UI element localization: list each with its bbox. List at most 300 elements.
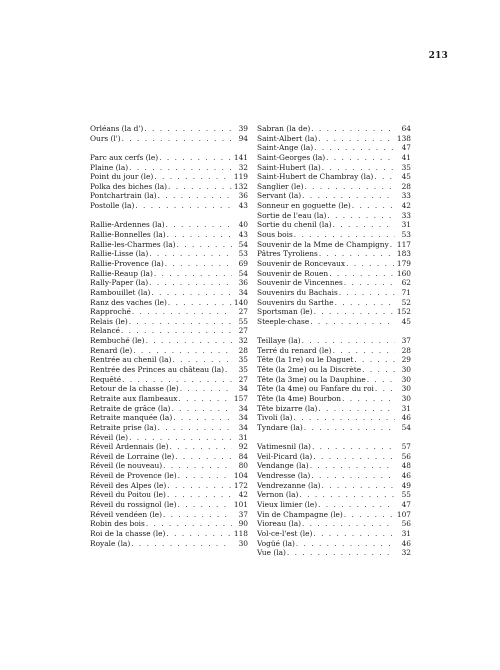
index-entry (90, 433, 248, 443)
dot-leader (129, 163, 232, 173)
dot-leader (129, 433, 232, 443)
index-entry (90, 124, 248, 134)
entry-page-number: 53 (238, 249, 248, 259)
index-entry (257, 461, 411, 471)
index-entry (257, 172, 411, 182)
dot-leader (177, 240, 232, 250)
index-entry (257, 163, 411, 173)
entry-page-number: 29 (401, 355, 411, 365)
entry-page-number: 31 (238, 432, 248, 442)
entry-title: Parc aux cerfs (le) (90, 152, 159, 162)
entry-page-number: 46 (401, 538, 411, 548)
dot-leader (149, 249, 232, 259)
entry-title: Retraite manquée (la) (90, 413, 173, 423)
entry-page-number: 41 (401, 152, 411, 162)
index-entry (90, 336, 248, 346)
dot-leader (342, 394, 395, 404)
index-entry (257, 124, 411, 134)
index-entry (257, 375, 411, 385)
dot-leader (287, 548, 395, 558)
entry-page-number: 55 (401, 490, 411, 500)
entry-page-number: 132 (233, 181, 248, 191)
entry-title: Rapproché (90, 307, 131, 317)
entry-title: Vendrezanne (la) (257, 480, 321, 490)
index-entry (257, 211, 411, 221)
dot-leader (135, 201, 232, 211)
entry-page-number: 71 (401, 287, 411, 297)
entry-page-number: 30 (401, 365, 411, 375)
entry-title: Renard (le) (90, 345, 133, 355)
entry-page-number: 34 (238, 287, 248, 297)
entry-title: Rallie-Ardennes (la) (90, 220, 165, 230)
dot-leader (333, 346, 395, 356)
dot-leader (167, 490, 232, 500)
dot-leader (149, 278, 232, 288)
index-entry (257, 134, 411, 144)
entry-page-number: 27 (238, 307, 248, 317)
entry-page-number: 57 (401, 442, 411, 452)
dot-leader (171, 404, 232, 414)
entry-title: Requêté (90, 374, 122, 384)
index-entry (257, 220, 411, 230)
index-entry (90, 355, 248, 365)
index-entry (90, 153, 248, 163)
dot-leader (151, 288, 232, 298)
dot-leader (166, 220, 232, 230)
dot-leader (167, 230, 232, 240)
entry-page-number: 80 (238, 461, 248, 471)
entry-title: Réveil (le nouveau) (90, 461, 163, 471)
dot-leader (313, 529, 395, 539)
entry-title: Retour de la chasse (le) (90, 384, 179, 394)
entry-title: Pâtres Tyroliens (257, 249, 318, 259)
index-entry (257, 529, 411, 539)
entry-title: Tête (la 4me) Bourbon (257, 393, 342, 403)
entry-page-number: 30 (401, 393, 411, 403)
index-entry (90, 346, 248, 356)
index-entry (90, 452, 248, 462)
index-entry (90, 365, 248, 375)
dot-leader (159, 153, 232, 163)
dot-leader (146, 336, 232, 346)
index-entry (257, 423, 411, 433)
page-number: 213 (428, 51, 448, 61)
entry-title: Souvenir de la Mme de Champigny (257, 239, 389, 249)
dot-leader (344, 510, 395, 520)
entry-title: Rallie-Reaup (la) (90, 268, 153, 278)
entry-page-number: 140 (233, 297, 248, 307)
index-entry (90, 519, 248, 529)
index-entry (90, 442, 248, 452)
dot-leader (122, 375, 232, 385)
entry-title: Sonneur en goguette (le) (257, 201, 351, 211)
index-entry (257, 548, 411, 558)
index-entry (90, 461, 248, 471)
dot-leader (165, 259, 232, 269)
entry-page-number: 157 (233, 393, 248, 403)
index-entry (90, 278, 248, 288)
dot-leader (158, 423, 232, 433)
entry-title: Saint-Hubert de Chambray (la) (257, 172, 374, 182)
dot-leader (339, 288, 395, 298)
index-entry (257, 539, 411, 549)
dot-leader (302, 336, 395, 346)
entry-title: Polka des biches (la) (90, 181, 168, 191)
entry-page-number: 30 (401, 384, 411, 394)
entry-page-number: 101 (233, 499, 248, 509)
index-entry (90, 201, 248, 211)
entry-title: Vol-ce-l'est (le) (257, 528, 313, 538)
entry-page-number: 43 (238, 201, 248, 211)
entry-title: Rentrée des Princes au château (la) (90, 365, 225, 375)
entry-title: Souvenirs du Sarthe (257, 297, 334, 307)
entry-title: Réveil (le) (90, 432, 129, 442)
entry-title: Tête (la 1re) ou le Daguet (257, 355, 354, 365)
entry-title: Vernon (la) (257, 490, 299, 500)
dot-leader (169, 442, 232, 452)
index-entry (257, 278, 411, 288)
entry-title: Rallie-les-Charmes (la) (90, 239, 176, 249)
entry-title: Souvenir de Roncevaux (257, 258, 346, 268)
index-entry (257, 336, 411, 346)
entry-page-number: 47 (401, 143, 411, 153)
entry-title: Sous bois (257, 230, 293, 240)
dot-leader (326, 153, 395, 163)
index-entry (257, 240, 411, 250)
entry-title: Tête bizarre (la) (257, 403, 318, 413)
entry-title: Saint-Hubert (la) (257, 162, 321, 172)
index-entry (90, 134, 248, 144)
entry-page-number: 45 (401, 172, 411, 182)
entry-title: Réveil de Provence (le) (90, 471, 177, 481)
entry-title: Vin de Champagne (le) (257, 509, 343, 519)
index-entry (90, 490, 248, 500)
dot-leader (318, 134, 395, 144)
entry-page-number: 183 (396, 249, 411, 259)
entry-page-number: 172 (233, 480, 248, 490)
entry-title: Ranz des vaches (le) (90, 297, 167, 307)
index-entry (90, 191, 248, 201)
dot-leader (314, 143, 395, 153)
entry-title: Roi de la chasse (le) (90, 528, 166, 538)
entry-title: Saint-Georges (la) (257, 152, 326, 162)
entry-title: Orléans (la d') (90, 124, 144, 133)
entry-page-number: 43 (238, 230, 248, 240)
entry-title: Sanglier (le) (257, 181, 304, 191)
dot-leader (374, 172, 395, 182)
entry-page-number: 32 (238, 162, 248, 172)
entry-title: Veil-Picard (la) (257, 451, 313, 461)
index-entry (90, 298, 248, 308)
index-entry (90, 182, 248, 192)
index-entry (257, 249, 411, 259)
index-entry (257, 384, 411, 394)
dot-leader (154, 269, 232, 279)
dot-leader (312, 442, 395, 452)
dot-leader (344, 278, 395, 288)
index-entry (90, 288, 248, 298)
section-gap (257, 326, 411, 336)
entry-page-number: 33 (401, 191, 411, 201)
index-entry (257, 510, 411, 520)
entry-page-number: 34 (238, 422, 248, 432)
dot-leader (329, 269, 395, 279)
entry-page-number: 141 (233, 152, 248, 162)
entry-title: Réveil de Lorraine (le) (90, 451, 175, 461)
index-entry (90, 394, 248, 404)
entry-page-number: 45 (401, 316, 411, 326)
dot-leader (158, 191, 232, 201)
index-entry (257, 191, 411, 201)
entry-page-number: 84 (238, 451, 248, 461)
entry-page-number: 64 (401, 124, 411, 133)
entry-title: Souvenirs du Bachais (257, 287, 338, 297)
index-entry (257, 259, 411, 269)
entry-page-number: 56 (401, 451, 411, 461)
dot-leader (304, 423, 395, 433)
dot-leader (144, 124, 232, 134)
entry-title: Robin des bois (90, 519, 145, 529)
index-entry (257, 365, 411, 375)
dot-leader (172, 355, 232, 365)
entry-title: Réveil du Poitou (le) (90, 490, 166, 500)
index-entry (257, 298, 411, 308)
index-entry (257, 471, 411, 481)
entry-title: Rentrée au chenil (la) (90, 355, 172, 365)
dot-leader (313, 452, 395, 462)
dot-leader (314, 307, 395, 317)
dot-leader (132, 307, 232, 317)
index-entry (257, 143, 411, 153)
dot-leader (318, 500, 395, 510)
entry-title: Servant (la) (257, 191, 302, 201)
dot-leader (299, 490, 395, 500)
entry-page-number: 34 (238, 413, 248, 423)
entry-page-number: 94 (238, 133, 248, 143)
index-entry (257, 307, 411, 317)
entry-title: Postolle (la) (90, 201, 135, 211)
entry-page-number: 31 (401, 403, 411, 413)
index-entry (257, 394, 411, 404)
dot-leader (122, 134, 232, 144)
entry-page-number: 54 (401, 422, 411, 432)
entry-page-number: 160 (396, 268, 411, 278)
entry-title: Vatimesnil (la) (257, 442, 311, 452)
entry-title: Vue (la) (257, 548, 286, 558)
dot-leader (322, 163, 395, 173)
entry-title: Vendange (la) (257, 461, 309, 471)
index-entry (90, 539, 248, 549)
index-entry (90, 510, 248, 520)
entry-page-number: 31 (401, 528, 411, 538)
entry-page-number: 69 (238, 258, 248, 268)
dot-leader (163, 510, 232, 520)
index-entry (257, 317, 411, 327)
index-entry (90, 269, 248, 279)
dot-leader (390, 240, 395, 250)
entry-page-number: 48 (401, 461, 411, 471)
entry-page-number: 54 (238, 239, 248, 249)
dot-leader (163, 461, 232, 471)
index-entry (90, 384, 248, 394)
entry-title: Relais (le) (90, 316, 128, 326)
entry-page-number: 104 (233, 471, 248, 481)
entry-title: Tête (la 2me) ou la Discrète (257, 365, 362, 375)
dot-leader (311, 124, 395, 134)
index-entry (90, 172, 248, 182)
dot-leader (319, 249, 395, 259)
entry-title: Tyndare (la) (257, 422, 303, 432)
entry-page-number: 46 (401, 413, 411, 423)
index-entry (257, 404, 411, 414)
dot-leader (131, 539, 232, 549)
index-entry (90, 481, 248, 491)
entry-page-number: 30 (401, 374, 411, 384)
entry-title: Vogüé (la) (257, 538, 295, 548)
dot-leader (304, 182, 395, 192)
dot-leader (346, 259, 395, 269)
entry-page-number: 32 (401, 548, 411, 558)
entry-page-number: 36 (238, 191, 248, 201)
entry-page-number: 62 (401, 278, 411, 288)
entry-title: Réveil Ardennais (le) (90, 442, 169, 452)
entry-page-number: 27 (238, 374, 248, 384)
dot-leader (302, 519, 395, 529)
entry-page-number: 40 (238, 220, 248, 230)
index-entry (90, 413, 248, 423)
entry-page-number: 27 (238, 326, 248, 336)
entry-title: Rallie-Lisse (la) (90, 249, 149, 259)
section-gap (90, 211, 248, 221)
entry-page-number: 35 (238, 365, 248, 375)
entry-title: Retraite de grâce (la) (90, 403, 171, 413)
dot-leader (178, 394, 232, 404)
index-entry (257, 355, 411, 365)
entry-page-number: 28 (401, 345, 411, 355)
entry-page-number: 37 (238, 509, 248, 519)
index-column-right (257, 124, 411, 558)
dot-leader (335, 298, 395, 308)
entry-title: Souvenir de Vincennes (257, 278, 343, 288)
entry-page-number: 31 (401, 220, 411, 230)
dot-leader (225, 365, 232, 375)
index-entry (257, 481, 411, 491)
index-entry (90, 326, 248, 336)
entry-title: Rallie-Provence (la) (90, 258, 164, 268)
dot-leader (154, 172, 232, 182)
dot-leader (294, 413, 395, 423)
entry-title: Tête (la 3me) ou la Dauphine (257, 374, 366, 384)
entry-page-number: 42 (238, 490, 248, 500)
entry-title: Ours (l') (90, 133, 121, 143)
dot-leader (302, 191, 395, 201)
entry-page-number: 52 (401, 297, 411, 307)
entry-page-number: 36 (238, 278, 248, 288)
dot-leader (352, 201, 395, 211)
dot-leader (173, 413, 232, 423)
entry-title: Tivoli (la) (257, 413, 293, 423)
entry-page-number: 90 (238, 519, 248, 529)
entry-title: Teillaye (la) (257, 336, 301, 346)
dot-leader (354, 355, 395, 365)
dot-leader (310, 461, 395, 471)
dot-leader (367, 375, 395, 385)
entry-page-number: 34 (238, 403, 248, 413)
entry-page-number: 92 (238, 442, 248, 452)
entry-title: Saint-Albert (la) (257, 133, 318, 143)
dot-leader (311, 471, 395, 481)
index-entry (257, 413, 411, 423)
entry-title: Sabran (la de) (257, 124, 311, 133)
entry-title: Sportsman (le) (257, 307, 313, 317)
dot-leader (318, 404, 395, 414)
index-entry (90, 317, 248, 327)
entry-title: Retraite aux flambeaux (90, 393, 178, 403)
index-entry (257, 153, 411, 163)
dot-leader (310, 317, 395, 327)
index-column-left (90, 124, 248, 548)
entry-page-number: 35 (238, 355, 248, 365)
entry-page-number: 35 (401, 162, 411, 172)
entry-title: Vioreau (la) (257, 519, 301, 529)
index-entry (90, 529, 248, 539)
dot-leader (167, 481, 232, 491)
index-entry (90, 375, 248, 385)
entry-title: Rally-Paper (la) (90, 278, 149, 288)
index-entry (257, 346, 411, 356)
dot-leader (133, 346, 232, 356)
index-entry (257, 519, 411, 529)
index-entry (257, 182, 411, 192)
dot-leader (168, 298, 232, 308)
entry-page-number: 55 (238, 316, 248, 326)
entry-page-number: 47 (401, 499, 411, 509)
entry-title: Steeple-chase (257, 316, 310, 326)
entry-page-number: 179 (396, 258, 411, 268)
entry-title: Réveil des Alpes (le) (90, 480, 167, 490)
entry-page-number: 53 (401, 230, 411, 240)
index-entry (90, 423, 248, 433)
entry-page-number: 46 (401, 471, 411, 481)
dot-leader (146, 519, 232, 529)
entry-title: Rembuché (le) (90, 336, 145, 346)
entry-title: Tête (la 4me) ou Fanfare du roi (257, 384, 374, 394)
index-entry (90, 163, 248, 173)
entry-page-number: 30 (238, 538, 248, 548)
dot-leader (296, 539, 395, 549)
entry-page-number: 152 (396, 307, 411, 317)
section-gap (90, 143, 248, 153)
entry-page-number: 33 (401, 210, 411, 220)
entry-page-number: 37 (401, 336, 411, 346)
entry-title: Rallie-Bonnelles (la) (90, 230, 166, 240)
index-entry (90, 500, 248, 510)
index-entry (257, 230, 411, 240)
entry-title: Rambouillet (la) (90, 287, 151, 297)
entry-page-number: 28 (238, 345, 248, 355)
dot-leader (166, 529, 232, 539)
entry-page-number: 119 (233, 172, 248, 182)
dot-leader (322, 481, 395, 491)
entry-title: Sortie du chenil (la) (257, 220, 332, 230)
entry-title: Saint-Ange (la) (257, 143, 314, 153)
entry-title: Vendresse (la) (257, 471, 311, 481)
section-gap (257, 433, 411, 443)
dot-leader (178, 500, 233, 510)
dot-leader (180, 384, 232, 394)
entry-page-number: 34 (238, 384, 248, 394)
entry-title: Souvenir de Rouen (257, 268, 329, 278)
